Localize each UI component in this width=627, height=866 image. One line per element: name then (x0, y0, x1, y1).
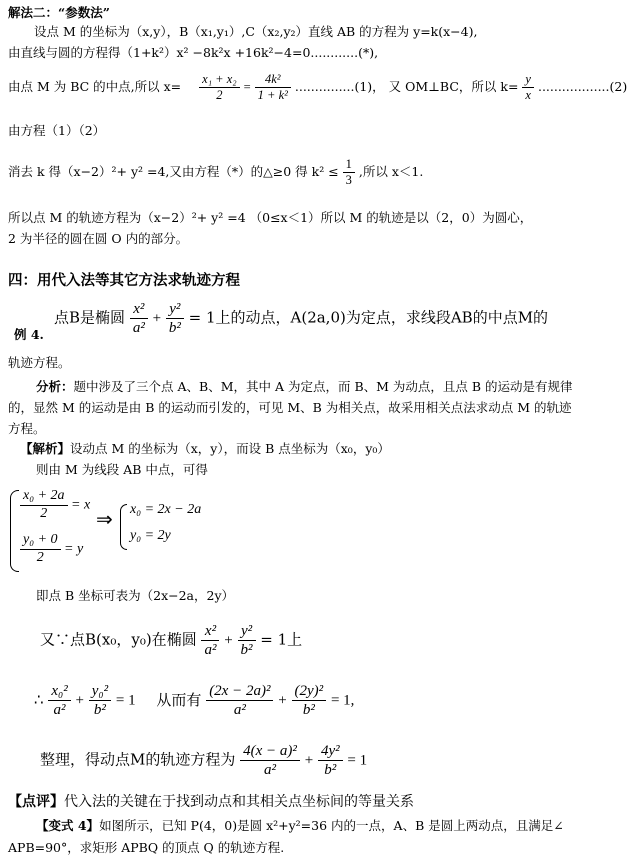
fraction-4y2-over-b2 (318, 742, 343, 779)
fraction-x1-plus-x2 (199, 72, 239, 103)
system-eq2-rhs: = y (64, 541, 84, 557)
example4-text-a: 点B是椭圆 (54, 308, 126, 327)
analysis-line3: 方程。 (8, 421, 46, 436)
fraction-2x-minus-2a-sq-over-a2 (206, 682, 273, 719)
on-ellipse-line (40, 622, 302, 659)
fraction-numerator: x₁ + x₂ (202, 72, 237, 86)
para4-line (8, 157, 423, 188)
on-ellipse-text-a: 又∵点B(x₀，y₀)在椭圆 (40, 630, 197, 649)
fraction-denominator: 3 (345, 173, 352, 187)
fraction-denominator: a² (233, 702, 246, 718)
fraction-numerator: x₀² (51, 683, 68, 699)
para2-suffix: ..................(2) (537, 79, 627, 94)
fraction-numerator: y₀ + 0 (23, 532, 58, 547)
fraction-y2-over-b2 (166, 300, 184, 337)
variant-line1 (36, 818, 564, 833)
para4-prefix: 消去 k 得（x−2）²+ y² =4,又由方程（*）的△≥0 得 k² ≤ (8, 164, 339, 179)
fraction-4k2 (255, 72, 291, 103)
fraction-numerator: x₀ + 2a (23, 488, 65, 503)
thus-text: 从而有 (156, 690, 202, 709)
method2-title: 解法二：“参数法” (8, 5, 110, 20)
variant-text1: 如图所示，已知 P(4，0)是圆 x²+y²=36 内的一点，A、B 是圆上两动点，且满足∠ (99, 818, 564, 833)
result-eq1: x₀ = 2x − 2a (130, 502, 202, 517)
para4-suffix: ,所以 x＜1. (358, 164, 424, 179)
solution-label: 【解析】 (20, 441, 71, 456)
system-eq2 (20, 532, 83, 567)
implies-arrow: ⇒ (96, 509, 113, 531)
comment-text: 代入法的关键在于找到动点和其相关点坐标间的等量关系 (64, 794, 414, 810)
para5-line1: 所以点 M 的轨迹方程为（x−2）²+ y² =4 （0≤x＜1）所以 M 的轨迹是以（2，0）为圆心， (8, 210, 533, 225)
fraction-numerator: (2x − 2a)² (209, 683, 271, 699)
plus-sign: + (304, 752, 314, 769)
fraction-4-x-minus-a-sq-over-a2 (240, 742, 300, 779)
para3: 由方程（1）（2） (8, 123, 106, 138)
solution-text1: 设动点 M 的坐标为（x，y），而设 B 点坐标为（x₀，y₀） (70, 441, 390, 456)
fraction-numerator: x² (204, 623, 217, 639)
comment-line (8, 794, 414, 811)
para2-middle: ...............(1)， 又 OM⊥BC，所以 k= (294, 79, 519, 94)
fraction-x0sq-over-a2 (48, 682, 70, 719)
fraction-numerator: x² (133, 301, 145, 317)
variant-line2: APB=90°，求矩形 APBQ 的顶点 Q 的轨迹方程. (8, 840, 285, 855)
section-4-heading: 四：用代入法等其它方法求轨迹方程 (8, 272, 240, 289)
solution-line1 (20, 441, 390, 456)
analysis-text1: 题中涉及了三个点 A、B、M，其中 A 为定点，而 B、M 为动点，且点 B 的运动是有规律 (73, 379, 573, 394)
final-text: 整理，得动点M的轨迹方程为 (40, 750, 236, 769)
fraction-x2-over-a2 (130, 300, 148, 337)
final-equation-line (40, 742, 367, 779)
para1-line2: 由直线与圆的方程得（1+k²）x² −8k²x +16k²−4=0............(*), (8, 45, 379, 60)
left-brace (10, 490, 19, 572)
fraction-denominator: a² (204, 642, 217, 658)
fraction-numerator: 4y² (320, 743, 340, 759)
equals-one: = 1 (347, 752, 368, 769)
therefore-symbol: ∴ (34, 690, 44, 709)
fraction-denominator: a² (132, 320, 145, 336)
fraction-numerator: y² (240, 623, 253, 639)
fraction-denominator: b² (168, 320, 181, 336)
analysis-line1 (36, 379, 573, 394)
para2-line (8, 72, 627, 103)
example4-label: 例 4. (14, 327, 44, 342)
fraction-denominator: b² (302, 702, 315, 718)
fraction-numerator: y² (169, 301, 181, 317)
comment-label: 【点评】 (8, 794, 64, 810)
plus-sign: + (224, 632, 233, 649)
fraction-denominator: x (525, 88, 531, 102)
fraction-denominator: 2 (36, 549, 44, 565)
fraction-x0-plus-2a (20, 488, 68, 523)
equals-one-comma: = 1, (330, 692, 355, 709)
fraction-x2-over-a2 (201, 622, 219, 659)
fraction-numerator: y (525, 72, 531, 86)
right-brace (120, 504, 127, 550)
system-eq1-rhs: = x (71, 497, 91, 513)
example4-line (54, 300, 548, 337)
equals-sign: = (243, 80, 251, 94)
analysis-line2: 的，显然 M 的运动是由 B 的运动而引发的，可见 M、B 为相关点，故采用相关点法求动点 M 的轨迹 (8, 400, 572, 415)
fraction-one-third (343, 157, 355, 188)
fraction-denominator: 1 + k² (257, 88, 288, 102)
fraction-denominator: b² (240, 642, 253, 658)
analysis-label: 分析： (36, 379, 74, 394)
b-coordinate-line: 即点 B 坐标可表为（2x−2a，2y） (36, 588, 235, 603)
on-ellipse-text-b: = 1上 (260, 630, 303, 649)
fraction-denominator: 2 (216, 88, 223, 102)
fraction-2y-sq-over-b2 (292, 682, 327, 719)
fraction-numerator: (2y)² (294, 683, 324, 699)
fraction-denominator: 2 (40, 505, 48, 521)
fraction-denominator: a² (53, 702, 66, 718)
fraction-numerator: 4(x − a)² (243, 743, 297, 759)
fraction-denominator: a² (264, 762, 277, 778)
variant-label: 【变式 4】 (36, 818, 100, 833)
fraction-y2-over-b2 (238, 622, 256, 659)
fraction-denominator: b² (93, 702, 106, 718)
fraction-denominator: b² (324, 762, 337, 778)
therefore-line (34, 682, 354, 719)
fraction-numerator: 4k² (265, 72, 281, 86)
example4-continuation: 轨迹方程。 (8, 355, 71, 370)
para2-prefix: 由点 M 为 BC 的中点,所以 x= (8, 79, 182, 94)
fraction-y-over-x (522, 72, 534, 103)
example4-text-b: = 1上的动点，A(2a,0)为定点，求线段AB的中点M的 (188, 308, 549, 327)
plus-sign: + (278, 692, 287, 709)
para5-line2: 2 为半径的圆在圆 O 内的部分。 (8, 231, 189, 246)
fraction-y0-plus-0 (20, 532, 61, 567)
fraction-numerator: y₀² (91, 683, 109, 699)
fraction-numerator: 1 (345, 157, 352, 171)
result-eq2: y₀ = 2y (130, 528, 171, 543)
system-eq1 (20, 488, 90, 523)
fraction-y0sq-over-b2 (89, 682, 111, 719)
plus-sign: + (75, 692, 84, 709)
para1-line1: 设点 M 的坐标为（x,y），B（x₁,y₁）,C（x₂,y₂）直线 AB 的方程为 y=k(x−4), (34, 24, 478, 39)
solution-line2: 则由 M 为线段 AB 中点，可得 (36, 462, 208, 477)
plus-sign: + (152, 310, 162, 327)
equals-one: = 1 (115, 692, 136, 709)
